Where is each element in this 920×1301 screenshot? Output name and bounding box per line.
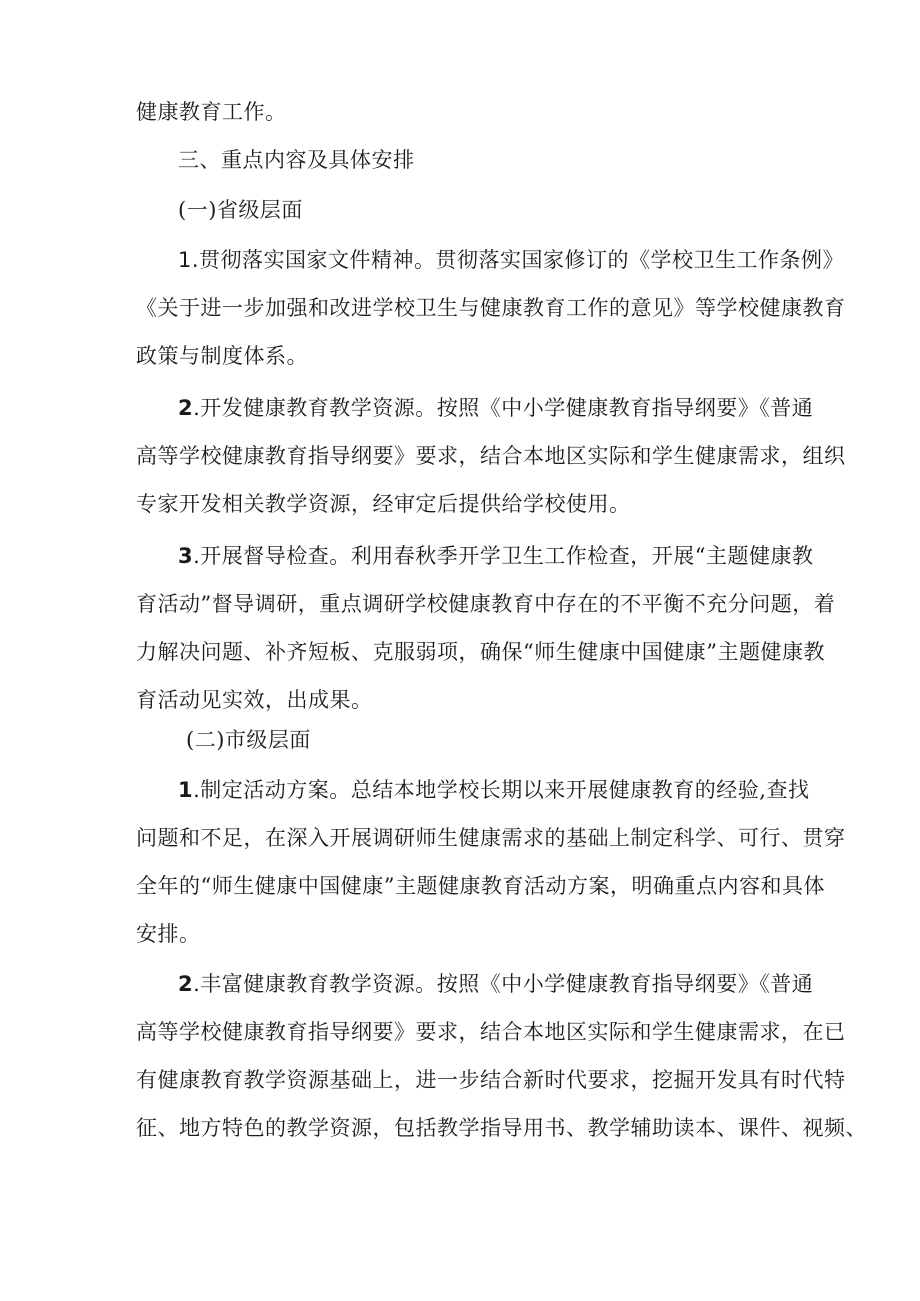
subsection-municipal [136,716,796,764]
text-line [136,236,845,284]
item-text: .制定活动方案。总结本地学校长期以来开展健康教育的经验,查找 [193,778,810,802]
item-text: .开展督导检查。利用春秋季开学卫生工作检查，开展“主题健康教 [193,544,814,568]
text-line [136,960,814,1008]
text-line: 健康教育工作。 [136,100,287,124]
item-number: 1. [178,248,200,272]
item-provincial-2 [136,384,846,528]
text-line: 安排。 [136,922,201,946]
item-number: 2 [178,396,194,420]
section-heading-3 [136,136,796,184]
item-provincial-1 [136,236,846,380]
text-line [136,532,814,580]
text-line: 有健康教育教学资源基础上，进一步结合新时代要求，挖掘开发具有时代特 [136,1068,846,1092]
item-municipal-2 [136,960,867,1152]
text-line: 育活动”督导调研，重点调研学校健康教育中存在的不平衡不充分问题，着 [136,592,836,616]
text-line: 高等学校健康教育指导纲要》要求，结合本地区实际和学生健康需求，在已 [136,1020,846,1044]
item-number: 3 [178,544,194,568]
item-number: 2 [178,972,194,996]
text-line: 问题和不足，在深入开展调研师生健康需求的基础上制定科学、可行、贯穿 [136,826,846,850]
text-line: 政策与制度体系。 [136,344,308,368]
item-text: 贯彻落实国家文件精神。贯彻落实国家修订的《学校卫生工作条例》 [199,248,845,272]
item-text: .开发健康教育教学资源。按照《中小学健康教育指导纲要》《普通 [193,396,814,420]
section-heading-text: 三、重点内容及具体安排 [178,148,415,172]
item-number: 1 [178,778,194,802]
text-line: 育活动见实效，出成果。 [136,688,373,712]
text-line [136,384,814,432]
text-line: 征、地方特色的教学资源，包括教学指导用书、教学辅助读本、课件、视频、 [136,1116,867,1140]
subsection-heading-text: (二)市级层面 [186,728,311,752]
paragraph-intro [136,88,796,136]
subsection-provincial [136,186,796,234]
text-line [136,766,810,814]
text-line: 全年的“师生健康中国健康”主题健康教育活动方案，明确重点内容和具体 [136,874,825,898]
text-line: 专家开发相关教学资源，经审定后提供给学校使用。 [136,492,631,516]
text-line: 高等学校健康教育指导纲要》要求，结合本地区实际和学生健康需求，组织 [136,444,846,468]
subsection-heading-text: (一)省级层面 [178,198,303,222]
text-line: 力解决问题、补齐短板、克服弱项，确保“师生健康中国健康”主题健康教 [136,640,825,664]
item-municipal-1 [136,766,846,958]
text-line: 《关于进一步加强和改进学校卫生与健康教育工作的意见》等学校健康教育 [136,296,846,320]
item-text: .丰富健康教育教学资源。按照《中小学健康教育指导纲要》《普通 [193,972,814,996]
item-provincial-3 [136,532,836,724]
